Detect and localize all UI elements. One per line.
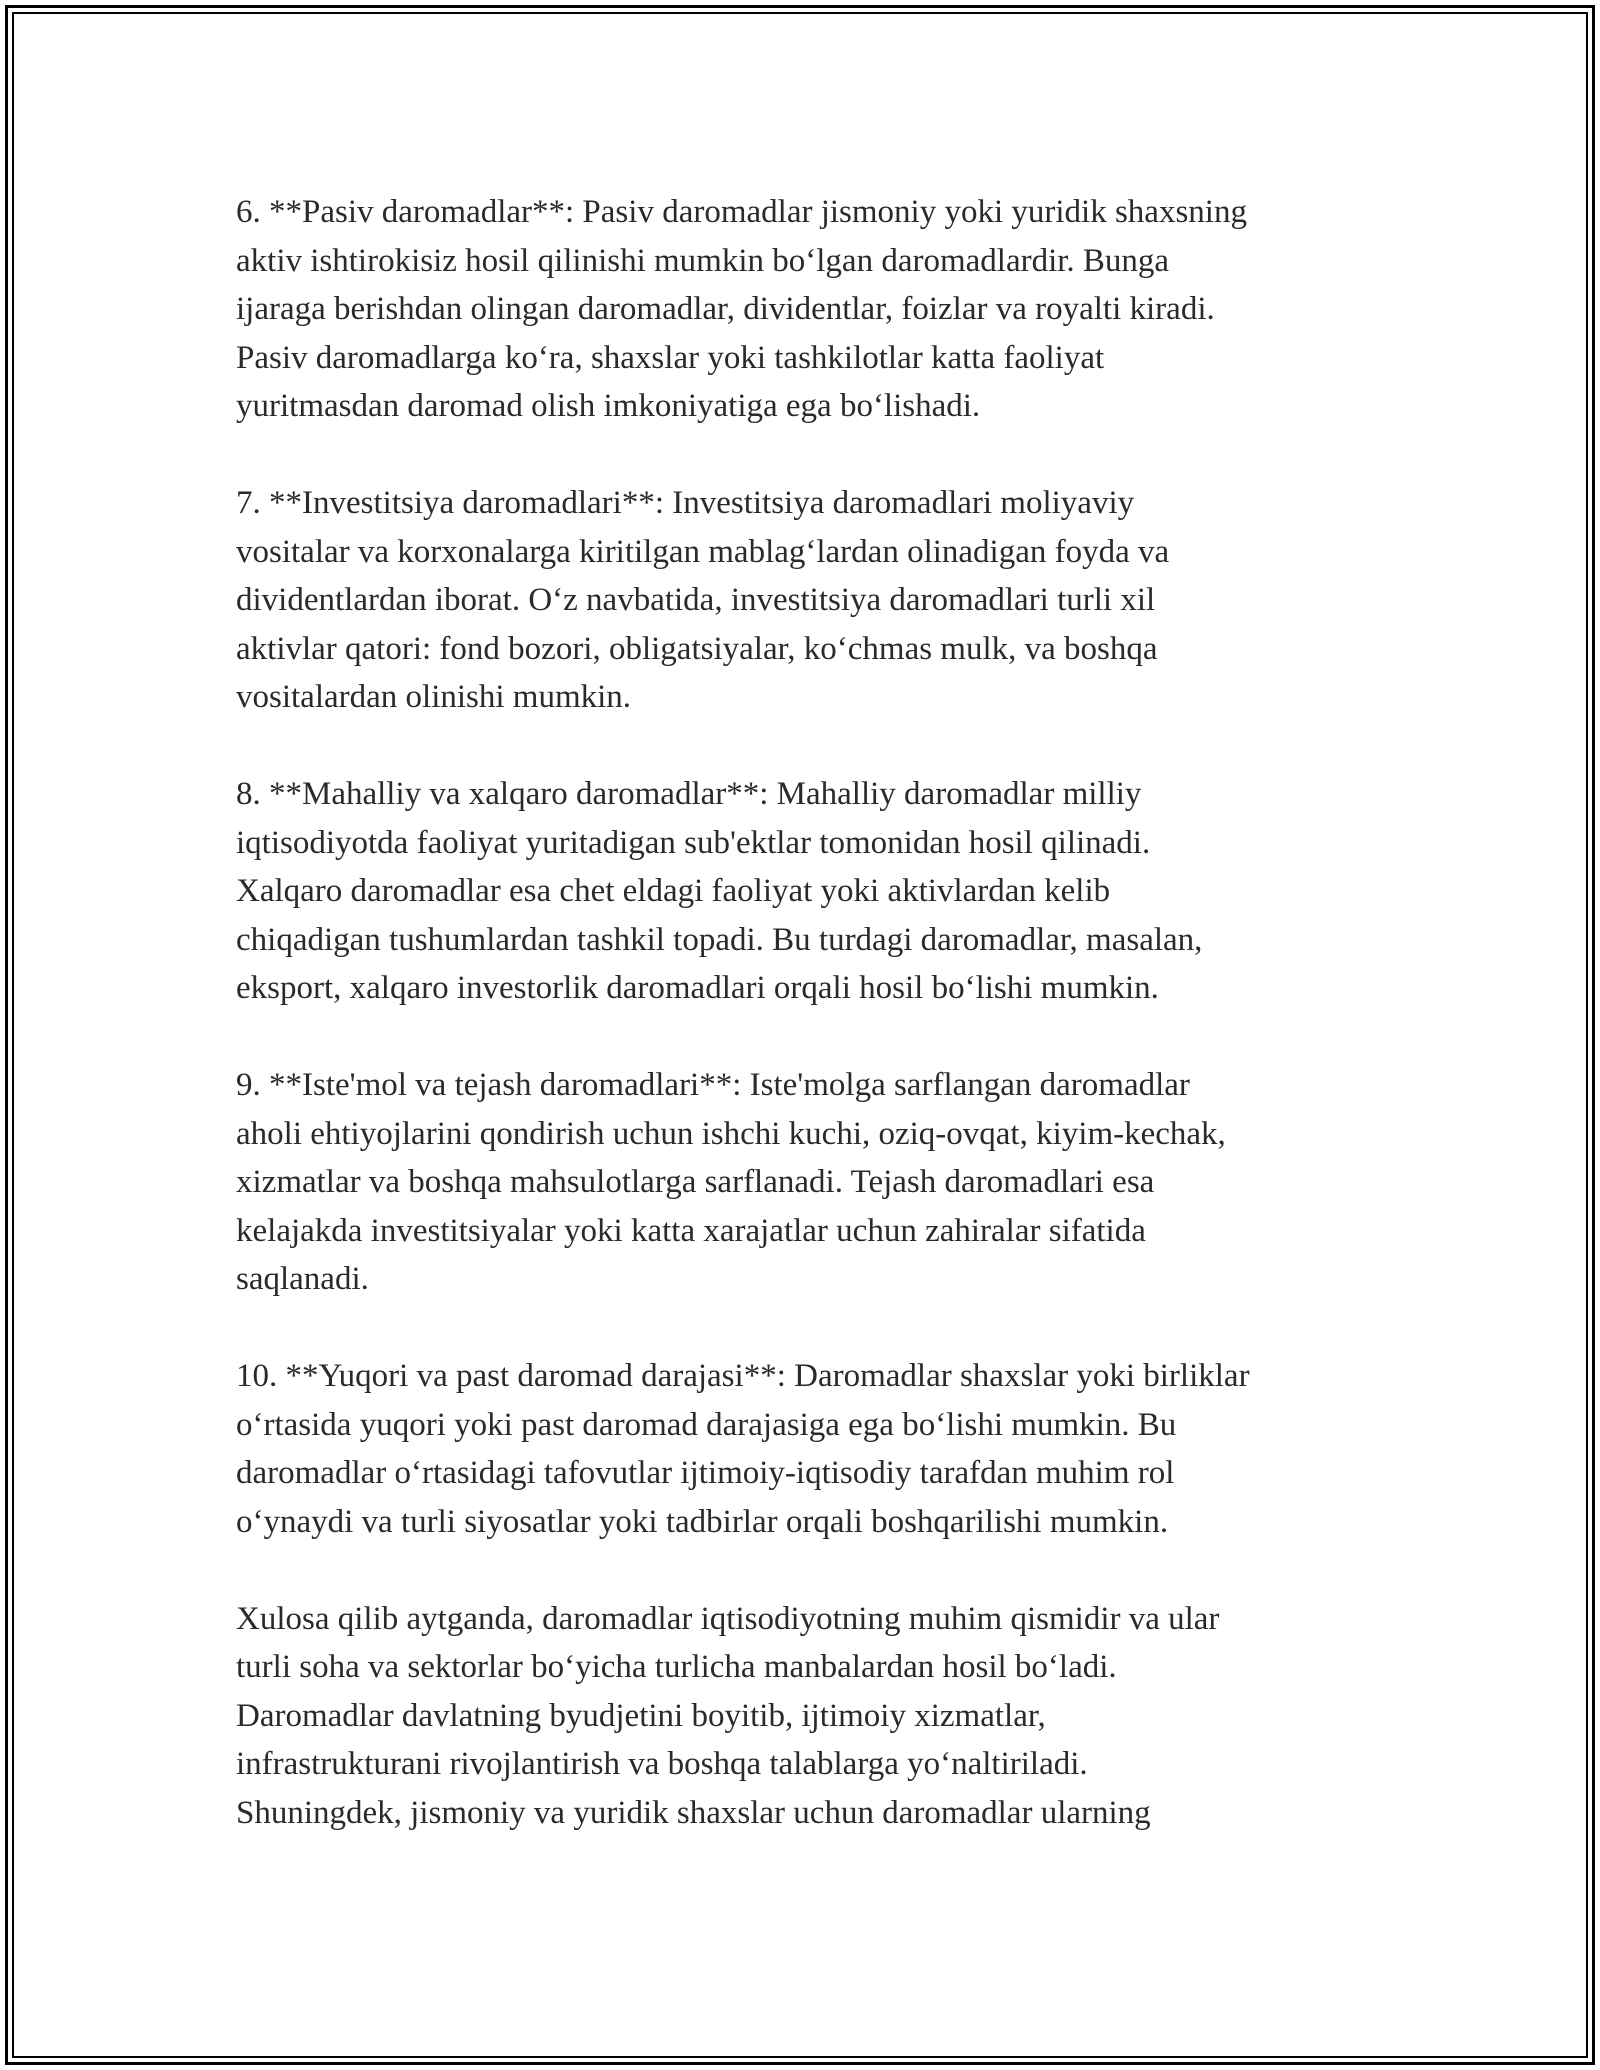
text-line: o‘rtasida yuqori yoki past daromad darajasiga ega bo‘lishi mumkin. Bu xyxy=(236,1406,1177,1443)
text-line: 6. **Pasiv daromadlar**: Pasiv daromadlar jismoniy yoki yuridik shaxsning xyxy=(236,194,1247,230)
paragraph-passive-income xyxy=(236,188,1386,431)
text-line: chiqadigan tushumlardan tashkil topadi. Bu turdagi daromadlar, masalan, xyxy=(236,921,1203,958)
paragraph-investment-income xyxy=(236,479,1386,722)
text-line: Daromadlar davlatning byudjetini boyitib, ijtimoiy xizmatlar, xyxy=(236,1697,1046,1734)
paragraph-income-levels xyxy=(236,1352,1386,1546)
text-line: dividentlardan iborat. O‘z navbatida, investitsiya daromadlari turli xil xyxy=(236,582,1156,618)
text-line: kelajakda investitsiyalar yoki katta xarajatlar uchun zahiralar sifatida xyxy=(236,1212,1146,1249)
text-line: infrastrukturani rivojlantirish va boshqa talablarga yo‘naltiriladi. xyxy=(236,1746,1088,1782)
text-line: iqtisodiyotda faoliyat yuritadigan sub'ektlar tomonidan hosil qilinadi. xyxy=(236,824,1151,861)
text-line: aktivlar qatori: fond bozori, obligatsiyalar, ko‘chmas mulk, va boshqa xyxy=(236,630,1158,667)
text-line: vositalar va korxonalarga kiritilgan mablag‘lardan olinadigan foyda va xyxy=(236,533,1170,570)
text-line: vositalardan olinishi mumkin. xyxy=(236,679,632,715)
text-line: ijaraga berishdan olingan daromadlar, dividentlar, foizlar va royalti kiradi. xyxy=(236,291,1215,327)
document-body xyxy=(236,188,1386,1886)
text-line: 8. **Mahalliy va xalqaro daromadlar**: Mahalliy daromadlar milliy xyxy=(236,776,1142,812)
text-line: yuritmasdan daromad olish imkoniyatiga ega bo‘lishadi. xyxy=(236,388,981,424)
paragraph-consumption-savings-income xyxy=(236,1061,1386,1304)
text-line: Xalqaro daromadlar esa chet eldagi faoliyat yoki aktivlardan kelib xyxy=(236,873,1111,909)
text-line: aholi ehtiyojlarini qondirish uchun ishchi kuchi, oziq-ovqat, kiyim-kechak, xyxy=(236,1115,1226,1152)
text-line: 10. **Yuqori va past daromad darajasi**: Daromadlar shaxslar yoki birliklar xyxy=(236,1358,1250,1394)
text-line: o‘ynaydi va turli siyosatlar yoki tadbirlar orqali boshqarilishi mumkin. xyxy=(236,1503,1169,1540)
text-line: eksport, xalqaro investorlik daromadlari orqali hosil bo‘lishi mumkin. xyxy=(236,970,1159,1006)
text-line: 7. **Investitsiya daromadlari**: Investitsiya daromadlari moliyaviy xyxy=(236,485,1135,521)
text-line: saqlanadi. xyxy=(236,1261,369,1297)
text-line: Shuningdek, jismoniy va yuridik shaxslar uchun daromadlar ularning xyxy=(236,1794,1151,1831)
text-line: Xulosa qilib aytganda, daromadlar iqtisodiyotning muhim qismidir va ular xyxy=(236,1600,1220,1637)
text-line: xizmatlar va boshqa mahsulotlarga sarflanadi. Tejash daromadlari esa xyxy=(236,1164,1155,1200)
text-line: daromadlar o‘rtasidagi tafovutlar ijtimoiy-iqtisodiy tarafdan muhim rol xyxy=(236,1455,1175,1491)
paragraph-local-international-income xyxy=(236,770,1386,1013)
paragraph-conclusion xyxy=(236,1595,1386,1838)
text-line: Pasiv daromadlarga ko‘ra, shaxslar yoki tashkilotlar katta faoliyat xyxy=(236,339,1105,376)
text-line: turli soha va sektorlar bo‘yicha turlicha manbalardan hosil bo‘ladi. xyxy=(236,1649,1117,1685)
text-line: aktiv ishtirokisiz hosil qilinishi mumkin bo‘lgan daromadlardir. Bunga xyxy=(236,242,1170,279)
text-line: 9. **Iste'mol va tejash daromadlari**: Iste'molga sarflangan daromadlar xyxy=(236,1067,1190,1103)
